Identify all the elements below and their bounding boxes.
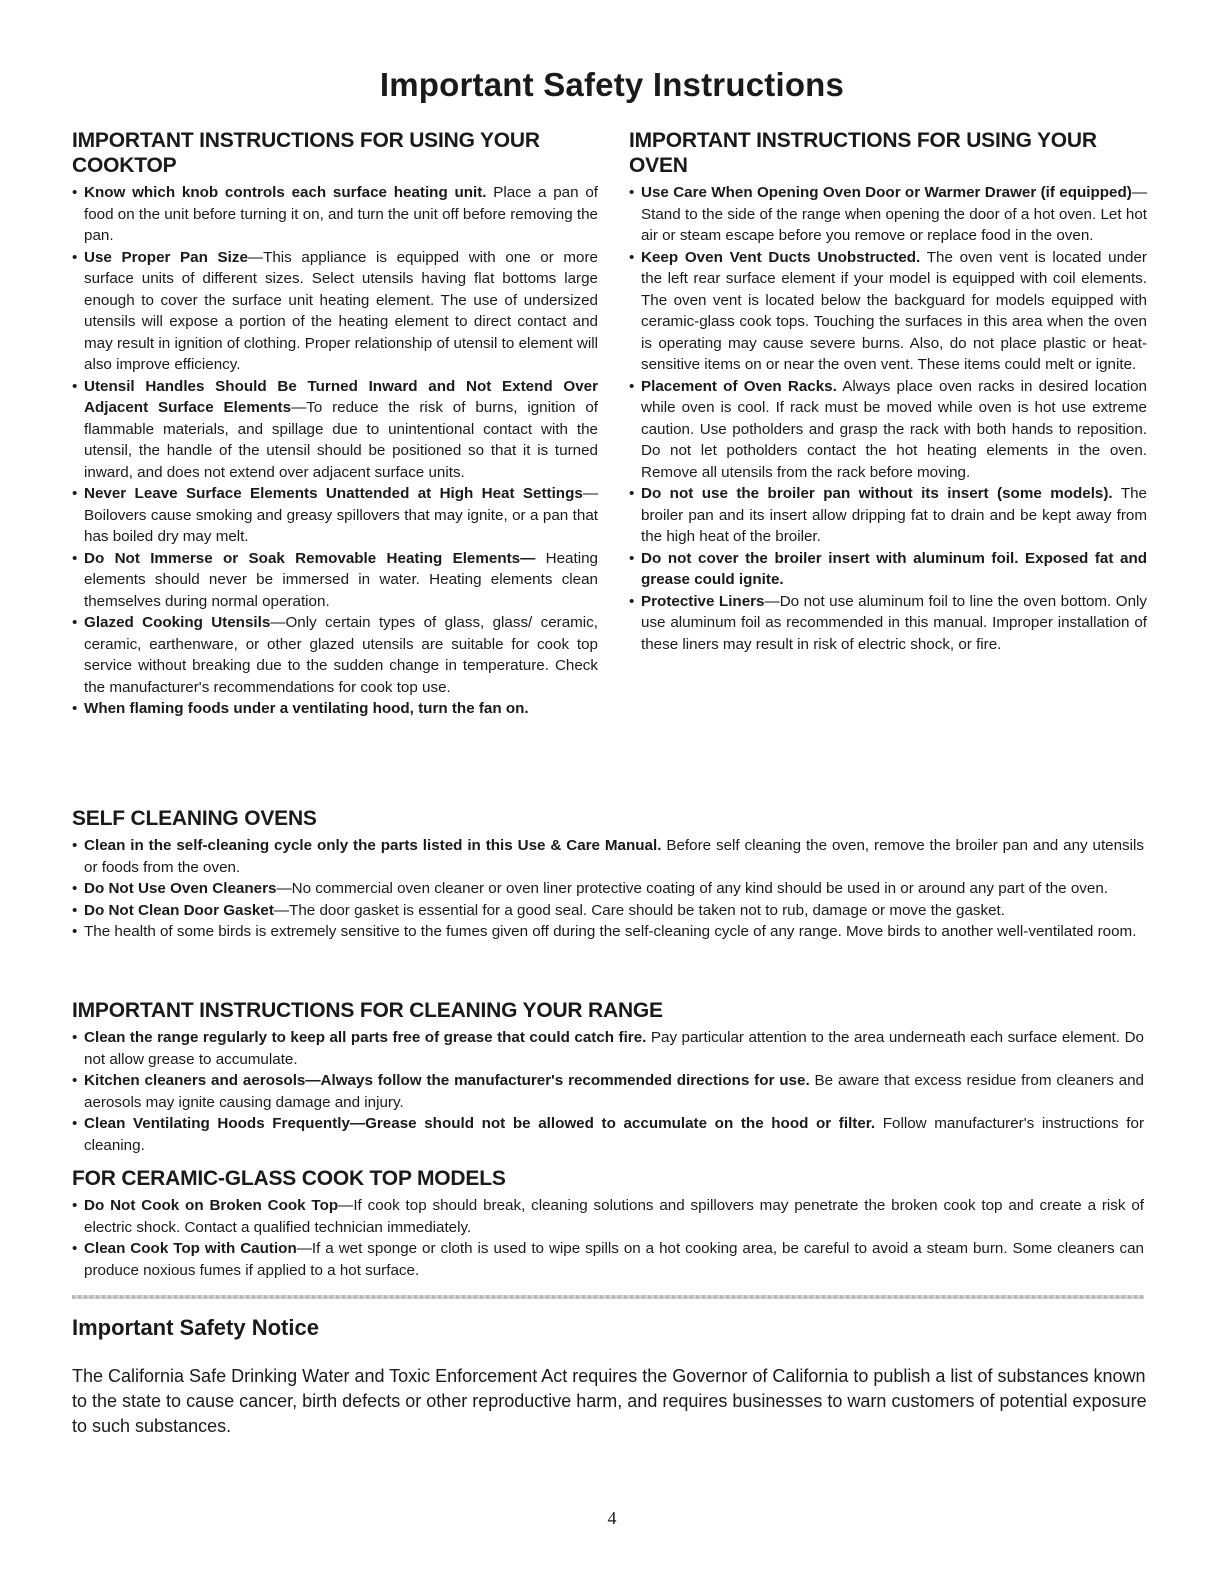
self-cleaning-list [72, 835, 1144, 943]
item-bold-text: Clean in the self-cleaning cycle only the parts listed in this Use & Care Manual. [84, 837, 662, 854]
item-bold-text: Clean Cook Top with Caution [84, 1240, 297, 1257]
list-item [629, 548, 1147, 591]
list-item [72, 376, 598, 484]
divider [72, 1295, 1144, 1299]
item-text: The broiler pan and its insert allow dripping fat to drain and be kept away from the high heat of the broiler. [641, 485, 1147, 545]
item-bold-text: Kitchen cleaners and aerosols—Always follow the manufacturer's recommended directions for use. [84, 1072, 810, 1089]
item-bold-text: Know which knob controls each surface heating unit. [84, 184, 487, 201]
list-item [72, 1195, 1144, 1238]
oven-section [629, 128, 1147, 720]
oven-heading: IMPORTANT INSTRUCTIONS FOR USING YOUR OVEN [629, 129, 1097, 177]
item-text: —If cook top should break, cleaning solutions and spillovers may penetrate the broken cook top and create a risk of electric shock. Contact a qualified technician immediately. [84, 1197, 1144, 1236]
item-bold-text: Use Proper Pan Size [84, 248, 248, 266]
ceramic-heading: FOR CERAMIC-GLASS COOK TOP MODELS [72, 1167, 506, 1190]
item-text: —Only certain types of glass, glass/ ceramic, ceramic, earthenware, or other glazed utensils are suitable for cook top service without breaking due to the sudden change in temperature. Check the manufacturer's recommendations for cook top use. [84, 614, 598, 696]
ceramic-list [72, 1195, 1144, 1281]
page-number: 4 [607, 1508, 617, 1528]
item-text: —Boilovers cause smoking and greasy spillovers that may ignite, or a pan that has boiled dry may melt. [84, 485, 598, 545]
item-bold-text: Never Leave Surface Elements Unattended at High Heat Settings [84, 485, 583, 502]
item-text: —This appliance is equipped with one or more surface units of different sizes. Select utensils having flat bottoms large enough to cover the surface unit heating element. The use of undersized utensils will expose a portion of the heating element to direct contact and may result in ignition of clothing. Proper relationship of utensil to element will also improve efficiency. [84, 248, 598, 373]
notice-heading: Important Safety Notice [72, 1315, 319, 1340]
item-bold-text: Keep Oven Vent Ducts Unobstructed. [641, 248, 921, 266]
list-item [72, 1027, 1144, 1070]
self-cleaning-heading: SELF CLEANING OVENS [72, 807, 317, 830]
item-text: Heating elements should never be immersed in water. Heating elements clean themselves during normal operation. [84, 549, 598, 610]
item-text: —To reduce the risk of burns, ignition of flammable materials, and spillage due to unintentional contact with the utensil, the handle of the utensil should be positioned so that it is turned inward, and does not extend over adjacent surface units. [84, 399, 598, 481]
list-item [629, 247, 1147, 376]
list-item [72, 182, 598, 247]
item-bold-text: When flaming foods under a ventilating hood, turn the fan on. [84, 700, 529, 717]
cleaning-range-heading: IMPORTANT INSTRUCTIONS FOR CLEANING YOUR RANGE [72, 999, 663, 1022]
list-item [72, 900, 1144, 922]
list-item [629, 483, 1147, 548]
item-text: Always place oven racks in desired location while oven is cool. If rack must be moved while oven is hot use extreme caution. Use potholders and grasp the rack with both hands to reposition. Do not let potholders contact the hot heating elements in the oven. Remove all utensils from the rack before moving. [641, 377, 1147, 481]
item-bold-text: Do Not Clean Door Gasket [84, 901, 274, 919]
item-text: Pay particular attention to the area underneath each surface element. Do not allow grease to accumulate. [84, 1029, 1145, 1068]
list-item [629, 376, 1147, 484]
cooktop-section [72, 128, 598, 720]
item-text: —Stand to the side of the range when opening the door of a hot oven. Let hot air or steam escape before you remove or replace food in the oven. [641, 184, 1147, 244]
item-bold-text: Protective Liners [641, 592, 765, 610]
item-text: —The door gasket is essential for a good seal. Care should be taken not to rub, damage or move the gasket. [273, 901, 1005, 919]
list-item [72, 1238, 1144, 1281]
safety-notice [72, 1315, 1152, 1439]
item-bold-text: Do Not Cook on Broken Cook Top [84, 1197, 339, 1214]
item-text: The oven vent is located under the left rear surface element if your model is equipped with coil elements. The oven vent is located below the backguard for models equipped with ceramic-glass cook tops. Touching the surfaces in this area when the oven is operating may cause severe burns. Also, do not place plastic or heat-sensitive items on or near the oven vent. These items could melt or ignite. [641, 248, 1147, 373]
cleaning-range-section [72, 998, 1144, 1156]
list-item [629, 591, 1147, 656]
list-item [629, 182, 1147, 247]
oven-list [629, 182, 1147, 655]
item-text: —No commercial oven cleaner or oven liner protective coating of any kind should be used in or around any part of the oven. [276, 880, 1109, 897]
list-item [72, 698, 598, 720]
list-item [72, 1070, 1144, 1113]
notice-body: The California Safe Drinking Water and Toxic Enforcement Act requires the Governor of California to publish a list of substances known to the state to cause cancer, birth defects or other reproductive harm, and requires businesses to warn customers of potential exposure to such substances. [72, 1366, 1147, 1436]
list-item [72, 548, 598, 613]
self-cleaning-section [72, 806, 1144, 943]
item-bold-text: Do not use the broiler pan without its insert (some models). [641, 485, 1113, 502]
ceramic-section [72, 1166, 1144, 1281]
item-bold-text: Clean Ventilating Hoods Frequently—Grease should not be allowed to accumulate on the hood or filter. [84, 1115, 876, 1132]
item-bold-text: Do Not Use Oven Cleaners [84, 880, 277, 897]
item-bold-text: Placement of Oven Racks. [641, 377, 837, 395]
item-text: Be aware that excess residue from cleaners and aerosols may ignite causing damage and injury. [84, 1072, 1144, 1111]
cleaning-range-list [72, 1027, 1144, 1156]
list-item [72, 247, 598, 376]
cooktop-heading: IMPORTANT INSTRUCTIONS FOR USING YOUR COOKTOP [72, 129, 540, 177]
item-text: The health of some birds is extremely sensitive to the fumes given off during the self-cleaning cycle of any range. Move birds to another well-ventilated room. [84, 923, 1137, 940]
list-item [72, 1113, 1144, 1156]
item-text: Place a pan of food on the unit before turning it on, and turn the unit off before removing the pan. [84, 184, 598, 244]
two-column-section [72, 128, 1147, 720]
page-title: Important Safety Instructions [379, 66, 845, 103]
list-item [72, 483, 598, 548]
item-bold-text: Do Not Immerse or Soak Removable Heating Elements— [84, 549, 536, 567]
list-item [72, 612, 598, 698]
list-item [72, 878, 1144, 900]
item-bold-text: Do not cover the broiler insert with aluminum foil. Exposed fat and grease could ignite. [641, 549, 1147, 588]
cooktop-list [72, 182, 598, 720]
item-text: Follow manufacturer's instructions for cleaning. [84, 1115, 1145, 1154]
item-text: —Do not use aluminum foil to line the oven bottom. Only use aluminum foil as recommended in this manual. Improper installation of these liners may result in risk of electric shock, or fire. [641, 592, 1147, 653]
item-bold-text: Clean the range regularly to keep all parts free of grease that could catch fire. [84, 1029, 647, 1046]
list-item [72, 835, 1144, 878]
item-bold-text: Use Care When Opening Oven Door or Warmer Drawer (if equipped) [641, 184, 1132, 201]
item-bold-text: Utensil Handles Should Be Turned Inward and Not Extend Over Adjacent Surface Elements [84, 377, 598, 416]
item-text: Before self cleaning the oven, remove the broiler pan and any utensils or foods from the oven. [84, 837, 1144, 876]
list-item [72, 921, 1144, 943]
item-text: —If a wet sponge or cloth is used to wipe spills on a hot cooking area, be careful to avoid a steam burn. Some cleaners can produce noxious fumes if applied to a hot surface. [84, 1240, 1144, 1279]
item-bold-text: Glazed Cooking Utensils [84, 614, 271, 631]
